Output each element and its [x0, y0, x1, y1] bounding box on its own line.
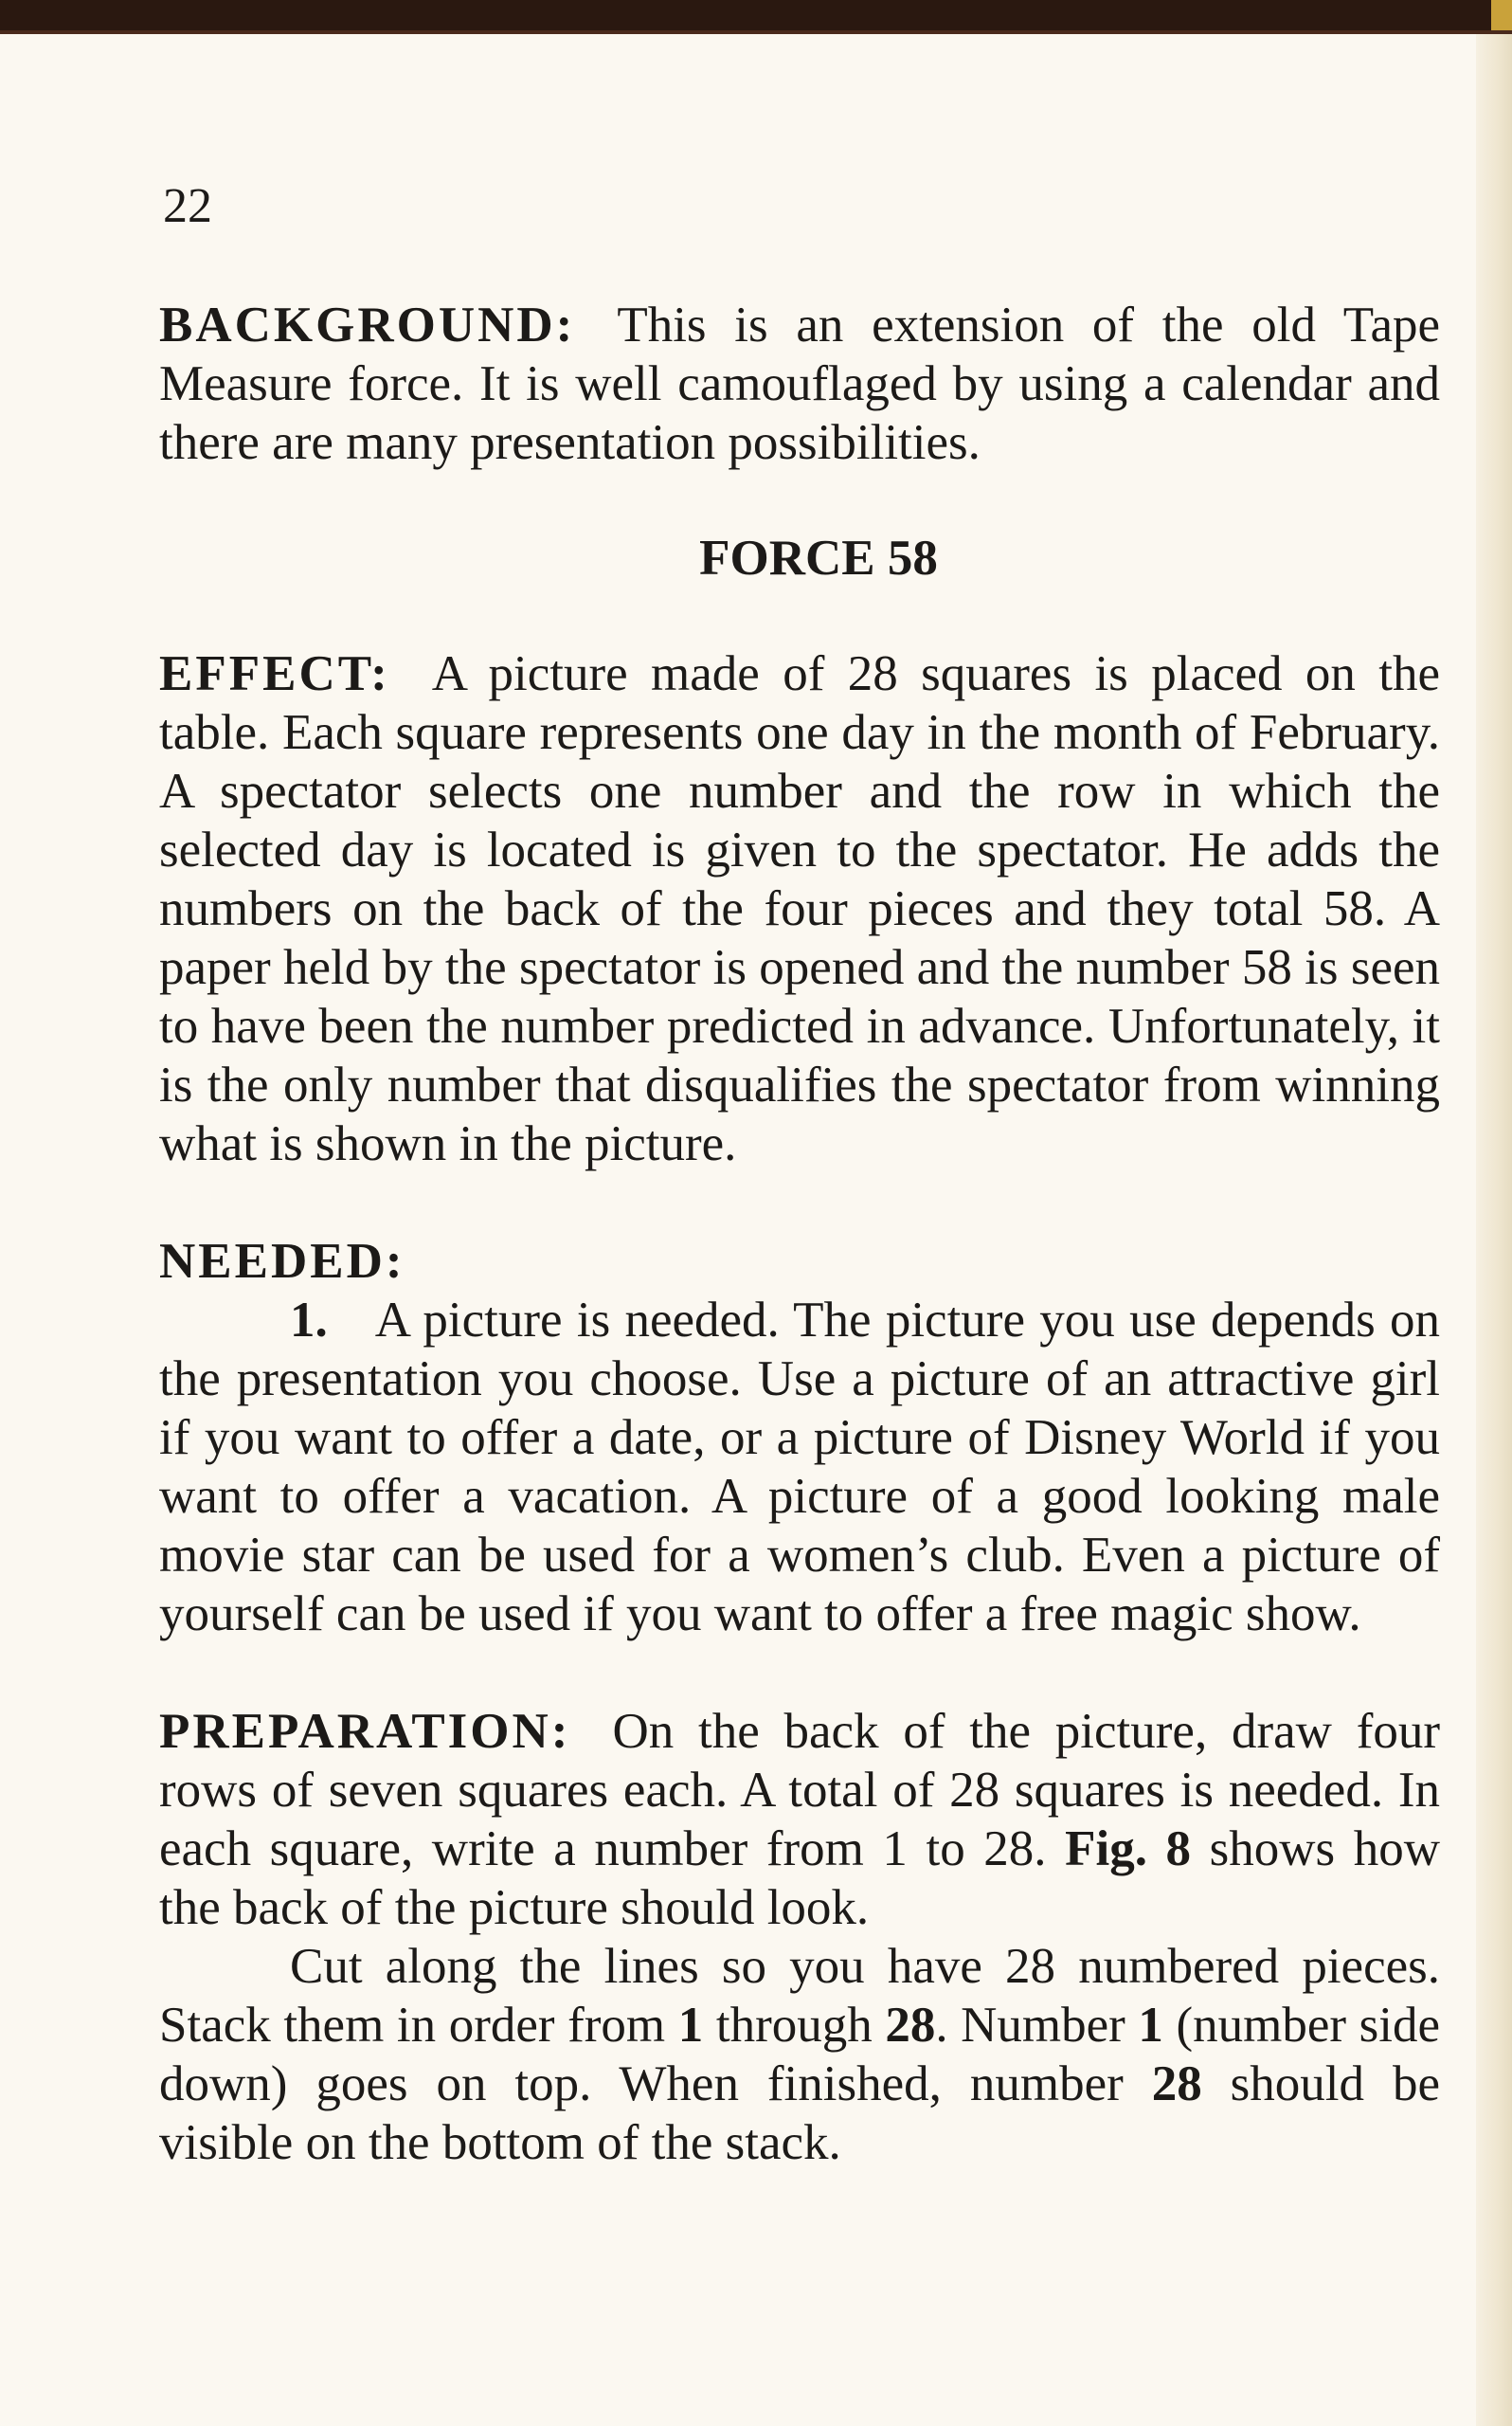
prep2-text-d: . Number [935, 1998, 1125, 2053]
page-number: 22 [163, 179, 212, 233]
background-text: This is an extension of the old Tape Measure force. It is well camouflaged by using a calendar and there are many presentation possibilities. [159, 298, 1440, 470]
prep2-bold-28b: 28 [1151, 2056, 1202, 2111]
prep2-bold-1b: 1 [1138, 1998, 1163, 2053]
prep2-bold-28: 28 [885, 1998, 936, 2053]
page-edge-shadow [1476, 34, 1512, 2426]
page-body [159, 296, 1440, 2172]
background-label: BACKGROUND: [159, 298, 576, 353]
effect-paragraph [159, 644, 1440, 1173]
needed-item-number: 1. [290, 1293, 328, 1348]
figure-reference: Fig. 8 [1065, 1821, 1192, 1876]
preparation-paragraph-2 [159, 1937, 1440, 2172]
effect-text: A picture made of 28 squares is placed on the table. Each square represents one day in the month of February. A spectator selects one number and the row in which the selected day is located is given to the spectator. He adds the numbers on the back of the four pieces and they total 58. A paper held by the spectator is opened and the number 58 is seen to have been the number predicted in advance. Unfortunately, it is the only number that disqualifies the spectator from winning what is shown in the picture. [159, 646, 1440, 1171]
section-title: FORCE 58 [699, 531, 938, 586]
needed-item-text: A picture is needed. The picture you use depends on the presentation you choose. Use a picture of an attractive girl if you want to offer a date, or a picture of Disney World if you want to offer a vacation. A picture of a good looking male movie star can be used for a women’s club. Even a picture of yourself can be used if you want to offer a free magic show. [159, 1293, 1440, 1641]
preparation-text: On the back of the picture, draw four rows of seven squares each. A total of 28 squares is needed. In each square, write a number from 1 to 28. [159, 1704, 1440, 1876]
prep2-text-f: should be visible on the bottom of the stack. [159, 2056, 1440, 2170]
background-paragraph [159, 296, 1440, 472]
prep2-text-e: (number side down) goes on top. When finished, number [159, 1998, 1441, 2111]
prep2-text-a: Cut along the lines so you have 28 numbered pieces. Stack them in order from [159, 1939, 1440, 2053]
preparation-text-tail: shows how the back of the picture should look. [159, 1821, 1440, 1935]
prep2-text-c: through [715, 1998, 873, 2053]
preparation-label: PREPARATION: [159, 1704, 571, 1759]
effect-label: EFFECT: [159, 646, 390, 701]
corner-accent [1491, 0, 1512, 30]
needed-item [159, 1291, 1440, 1643]
needed-label: NEEDED: [159, 1234, 405, 1289]
prep2-bold-1: 1 [677, 1998, 704, 2053]
top-edge-band [0, 0, 1512, 34]
preparation-paragraph [159, 1702, 1440, 1937]
